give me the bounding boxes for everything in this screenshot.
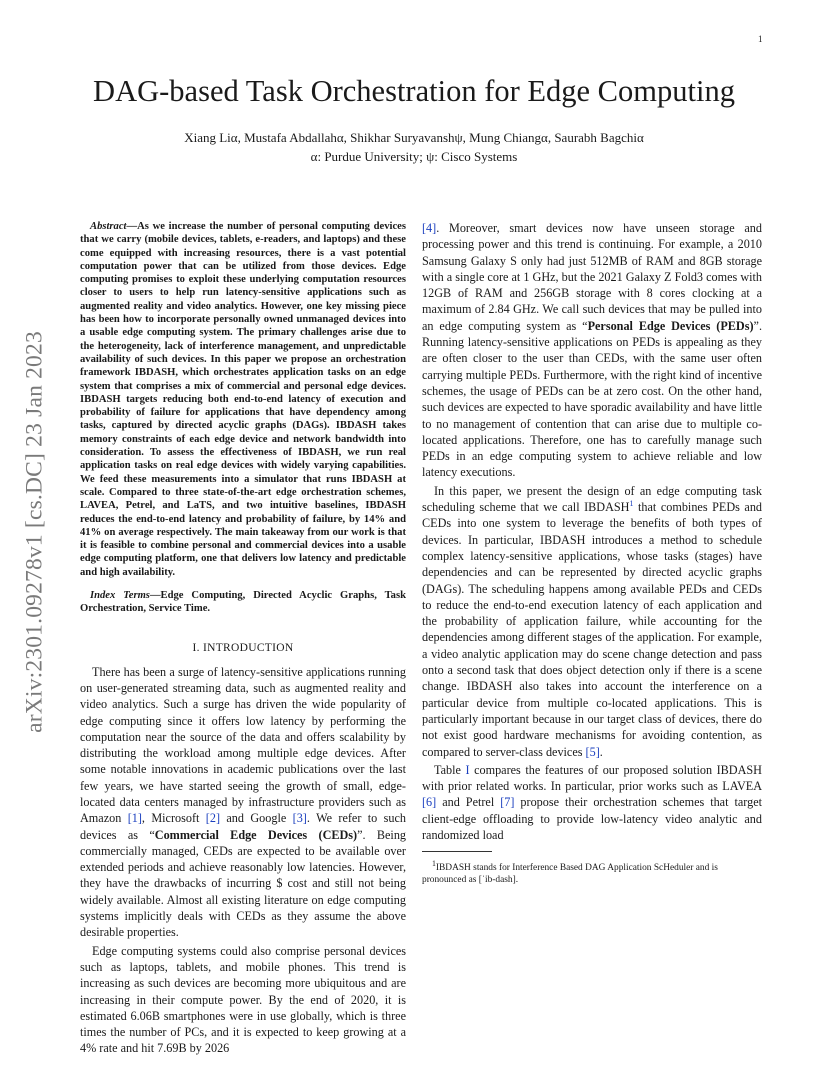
footnote [422,858,762,886]
left-column [80,220,406,1057]
citation-link[interactable]: [4] [422,221,437,235]
text-run: Edge computing systems could also comprise personal devices such as laptops, tablets, and mobile phones. This trend is increasing as such devices are becoming more ubiquitous and are increasing in their compute power. By the end of 2020, it is estimated 6.06B smartphones were in use globally, which is three times the number of PCs, and it is expected to keep growing at a 4% rate and hit 7.69B by 2026 [80,943,406,1056]
citation-link[interactable]: [7] [500,795,515,810]
paper-title: DAG-based Task Orchestration for Edge Computing [93,74,735,108]
footnote-mark[interactable]: 1 [629,498,634,508]
intro-paragraph-2-start [80,943,406,1057]
author-list: Xiang Liα, Mustafa Abdallahα, Shikhar Suryavanshψ, Mung Chiangα, Saurabh Bagchiα [184,130,644,145]
intro-paragraph-3 [422,483,762,760]
citation-link[interactable]: [2] [205,811,221,826]
citation-link[interactable]: [1] [127,811,142,826]
text-run: . [599,744,603,759]
abstract [80,220,406,579]
text-run: In this paper, we present the design of an edge computing task scheduling scheme that we call IBDASH [422,483,762,515]
intro-paragraph-2-cont [422,220,762,481]
intro-paragraph-1 [80,664,406,941]
footnote-number: 1 [432,859,436,869]
text-run: . Moreover, smart devices now have unseen storage and processing power and this trend is continuing. For example, a 2010 Samsung Galaxy S only had just 512MB of RAM and 8GB storage with a single core at 1 GHz, but the 2021 Galaxy Z Fold3 comes with 12GB of RAM and 256GB storage with 8 cores clocking at a maximum of 2.84 GHz. We call such devices that may be pulled into an edge computing system as “ [422,221,762,333]
abstract-text: —As we increase the number of personal computing devices that we carry (mobile devices, tablets, e-readers, and laptops) and these come equipped with increasing resources, there is a vast potential computation power that can be utilized from those devices. Edge computing promises to exploit these underlying computation resources closer to users to help run latency-sensitive applications such as augmented reality and video analytics. However, one key missing piece has been how to incorporate personally owned unmanaged devices into a usable edge computing system. The primary challenges arise due to the heterogeneity, lack of interference management, and unpredictable availability of such devices. In this paper we propose an orchestration framework IBDASH, which orchestrates application tasks on an edge system that comprises a mix of commercial and personal edge devices. IBDASH targets reducing both end-to-end latency of execution and probability of failure for applications that have dependency among tasks, captured by directed acyclic graphs (DAGs). IBDASH takes memory constraints of each edge device and network bandwidth into consideration. To assess the effectiveness of IBDASH, we run real application tasks on real edge devices with widely varying capabilities. We feed these measurements into a simulator that runs IBDASH at scale. Compared to three state-of-the-art edge orchestration schemes, LAVEA, Petrel, and LaTS, and two intuitive baselines, IBDASH reduces the end-to-end latency and probability of failure, by 14% and 41% on average respectively. The main takeaway from our work is that it is feasible to combine personal and commercial devices into a usable edge computing platform, one that delivers low latency and predictable and high availability. [80,221,406,578]
affiliations: α: Purdue University; ψ: Cisco Systems [310,149,518,164]
arxiv-stamp [20,292,50,772]
index-terms-text: —Edge Computing, Directed Acyclic Graphs, Task Orchestration, Service Time. [80,590,406,615]
text-run: Table [434,762,466,777]
citation-link[interactable]: [3] [292,811,307,826]
index-terms [80,589,406,616]
text-run: ”. Being commercially managed, CEDs are expected to be available over extended periods and achieve reasonably low latencies. However, they have the drawbacks of incurring $ cost and still not being widely available. Almost all existing literature on edge computing systems implicitly deals with CEDs as they assume the above desirable properties. [80,827,407,940]
text-run: , Microsoft [141,811,206,826]
abstract-lead: Abstract [90,221,127,232]
arxiv-stamp-text: arXiv:2301.09278v1 [cs.DC] 23 Jan 2023 [21,331,48,733]
text-run: compares the features of our proposed solution IBDASH with prior related works. In particular, prior works such as LAVEA [422,762,762,794]
right-column [422,220,762,886]
page-number: 1 [758,34,763,44]
text-run: . We refer to such devices as “ [80,811,406,842]
footnote-divider [422,851,492,852]
text-run: and Google [220,811,293,826]
index-terms-lead: Index Terms [90,590,150,602]
text-run: that combines PEDs and CEDs into one system to leverage the benefits of both types of devices. In particular, IBDASH introduces a method to schedule complex latency-sensitive applications, whose tasks (stages) have dependencies and can be represented by directed acyclic graphs (DAGs). The scheduling happens among available PEDs and CEDs to reduce the end-to-end execution latency of each application and the probability of application failure, while accounting for the dependencies among different stages of the application. For example, a video analytic application may do scene change detection and pass onto a second task that does object detection only if there is a scene change. IBDASH also takes into account the interference on a particular device from multiple co-located applications. This is particularly important because in our target class of devices, there do not exist good hardware mechanisms for avoiding contention, as compared to server-class devices [422,500,763,759]
section-heading-introduction: I. INTRODUCTION [192,641,294,654]
intro-paragraph-4 [422,762,762,843]
term-ped: Personal Edge Devices (PEDs) [587,318,754,333]
text-run: propose their orchestration schemes that target client-edge offloading to provide low-latency video analytic and randomized load [422,795,762,842]
citation-link[interactable]: [6] [422,795,437,810]
text-run: There has been a surge of latency-sensitive applications running on user-generated streaming data, such as augmented reality and video analytics. Such a surge has driven the wide popularity of edge computing since it offers low latency by performing the computation near the source of the data and offers scalability by distributing the workload among multiple edge devices. After some notable innovations in academic publications over the last few years, we have started seeing the growth of small, edge-located data centers managed by infrastructure providers such as Amazon [80,664,406,826]
citation-link[interactable]: [5] [585,744,600,759]
text-run: ”. Running latency-sensitive applications on PEDs is appealing as they are often closer to the user than CEDs, with the same user often carrying multiple PEDs. Furthermore, with the right kind of incentive schemes, the usage of PEDs can be at zero cost. On the other hand, such devices are expected to have sporadic availability and have little to no management of contention that can arise due to multiple co-located applications. Therefore, one has to carefully manage such PEDs in an edge computing system to achieve reliable and low latency executions. [422,318,762,480]
text-run: and Petrel [436,795,501,810]
term-ced: Commercial Edge Devices (CEDs) [154,827,358,842]
table-reference-link[interactable]: I [465,762,470,777]
footnote-text: IBDASH stands for Interference Based DAG Application ScHeduler and is pronounced as [ˈib-dash]. [422,863,718,886]
